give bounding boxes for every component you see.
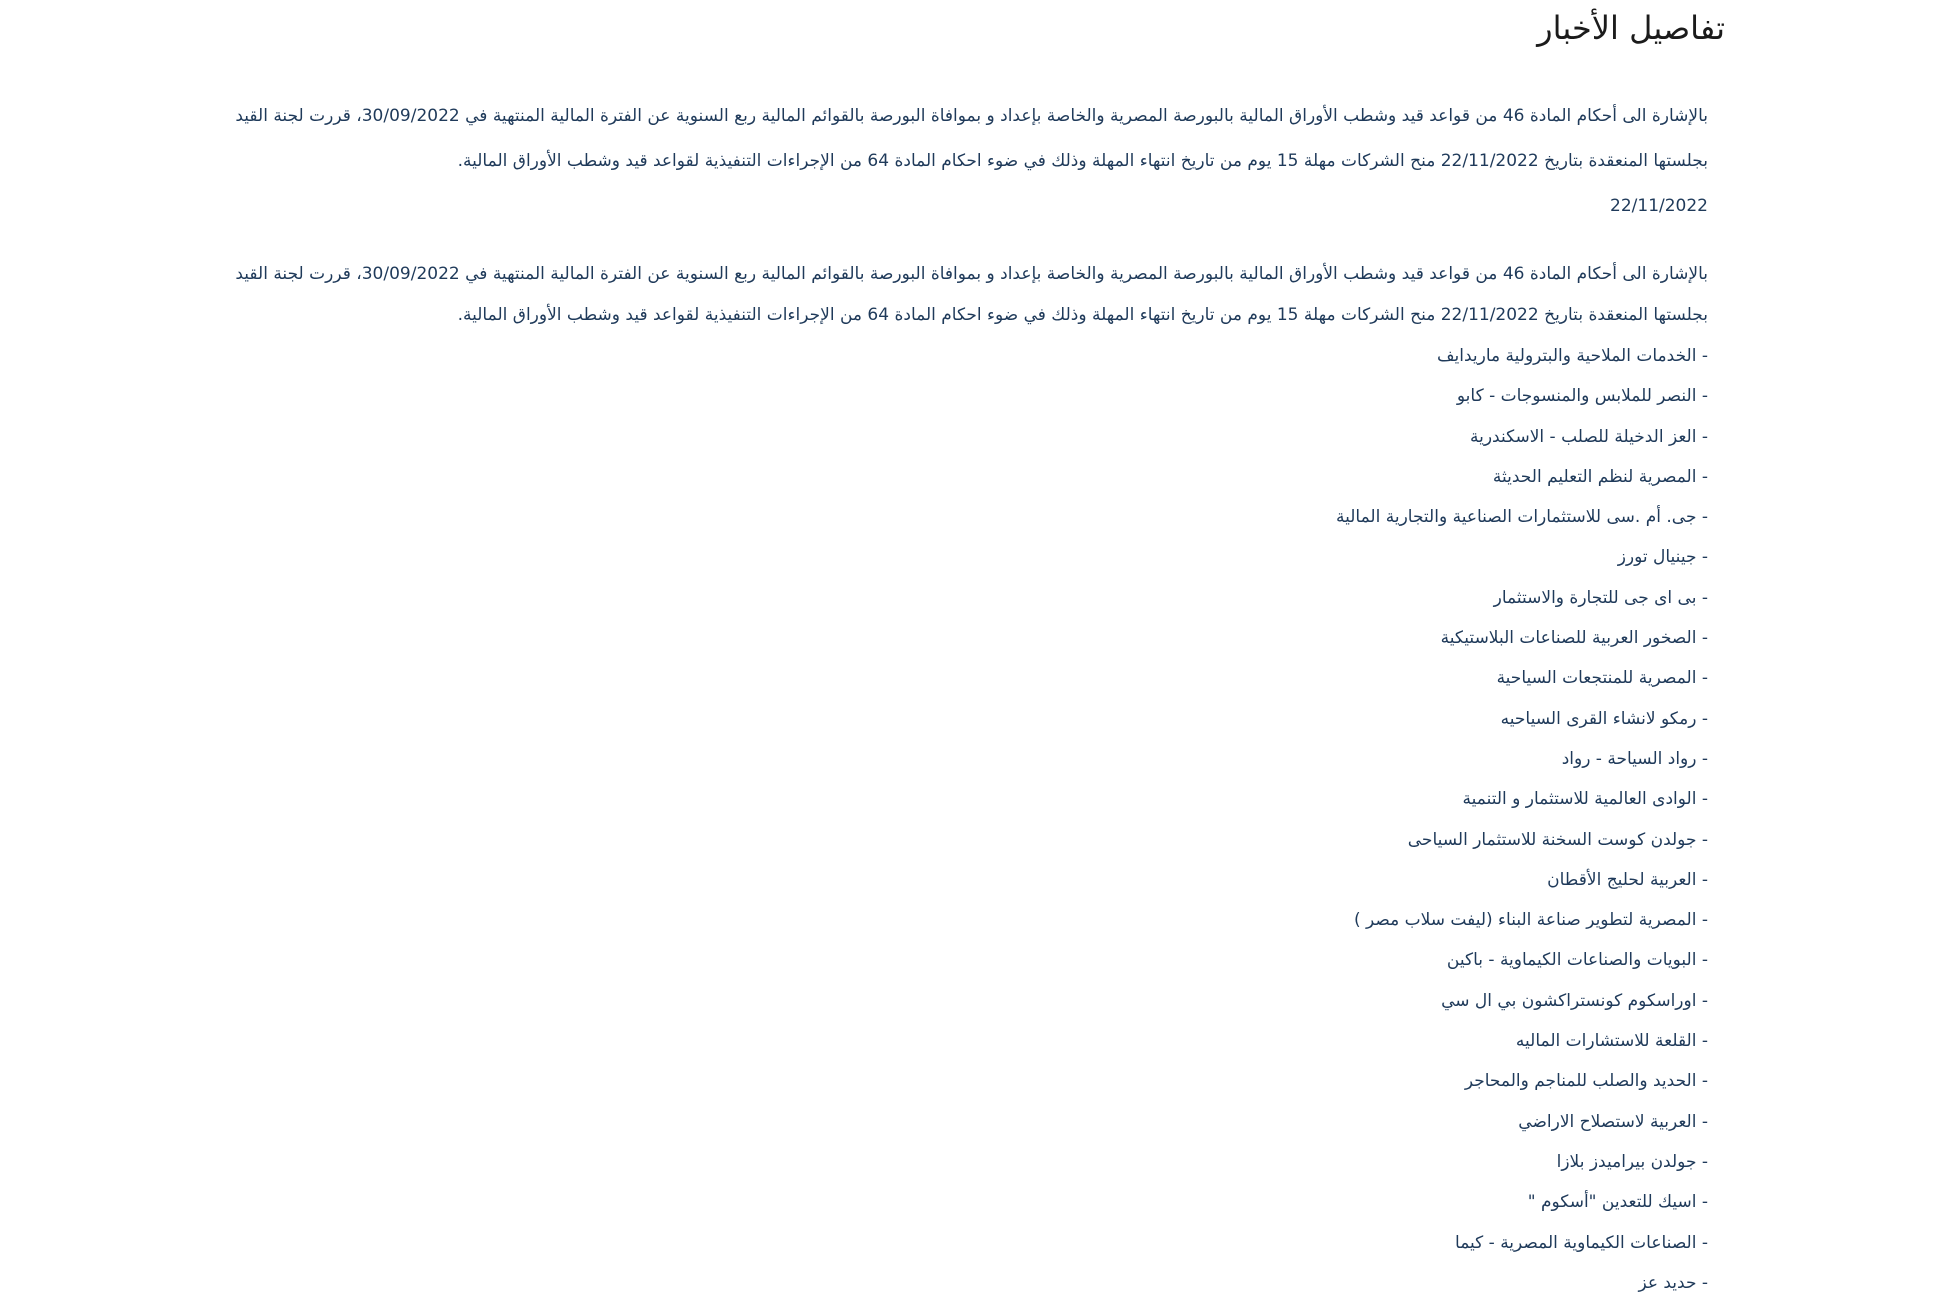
company-list-item: - حديد عز <box>1638 1272 1708 1293</box>
company-list-item: - جينيال تورز <box>1617 547 1708 568</box>
company-list <box>225 336 1708 1303</box>
company-list-item: - جولدن بيراميدز بلازا <box>1556 1151 1708 1172</box>
company-list-item: - الصناعات الكيماوية المصرية - كيما <box>1455 1232 1708 1253</box>
company-list-item: - المصرية لنظم التعليم الحديثة <box>1492 466 1708 487</box>
company-list-item: - رواد السياحة - رواد <box>1561 748 1708 769</box>
news-body <box>225 94 1725 1303</box>
company-list-item: - جولدن كوست السخنة للاستثمار السياحى <box>1407 829 1708 850</box>
company-list-item: - المصرية للمنتجعات السياحية <box>1496 668 1708 689</box>
company-list-item: - المصرية لتطوير صناعة البناء (ليفت سلاب مصر ) <box>1353 910 1708 931</box>
company-list-item: - العز الدخيلة للصلب - الاسكندرية <box>1469 426 1708 447</box>
company-list-item: - اوراسكوم كونستراكشون بي ال سي <box>1441 990 1708 1011</box>
page-title: تفاصيل الأخبار <box>1537 9 1725 47</box>
company-list-item: - جى. أم .سى للاستثمارات الصناعية والتجارية المالية <box>1335 507 1708 528</box>
news-details-container <box>225 0 1725 1303</box>
company-list-item: - الحديد والصلب للمناجم والمحاجر <box>1464 1071 1708 1092</box>
company-list-item: - البويات والصناعات الكيماوية - باكين <box>1446 950 1708 971</box>
company-list-item: - رمكو لانشاء القرى السياحيه <box>1500 708 1708 729</box>
news-date: 22/11/2022 <box>1610 196 1708 216</box>
company-list-item: - العربية لحليج الأقطان <box>1547 869 1708 890</box>
company-list-item: - الوادى العالمية للاستثمار و التنمية <box>1462 789 1708 810</box>
company-list-item: - الصخور العربية للصناعات البلاستيكية <box>1440 628 1708 649</box>
company-list-item: - الخدمات الملاحية والبترولية ماريدايف <box>1436 346 1708 366</box>
company-list-item: - بى اى جى للتجارة والاستثمار <box>1493 587 1708 608</box>
company-list-item: - النصر للملابس والمنسوجات - كابو <box>1456 386 1708 407</box>
company-list-item: - العربية لاستصلاح الاراضي <box>1518 1111 1708 1132</box>
company-list-item: - القلعة للاستشارات الماليه <box>1515 1031 1708 1052</box>
news-paragraph-2: بالإشارة الى أحكام المادة 46 من قواعد قيد وشطب الأوراق المالية بالبورصة المصرية والخاصة بإعداد و بموافاة البورصة بالقوائم المالية ربع السنوية عن الفترة المالية المنتهية في 30/09/2022، قررت لجنة القيد بجلستها المنعقدة بتاريخ 22/11/2022 منح الشركات مهلة 15 يوم من تاريخ انتهاء المهلة وذلك في ضوء احكام المادة 64 من الإجراءات التنفيذية لقواعد قيد وشطب الأوراق المالية. <box>235 264 1708 325</box>
company-list-item: - اسيك للتعدين "أسكوم " <box>1527 1192 1708 1213</box>
news-paragraph-1: بالإشارة الى أحكام المادة 46 من قواعد قيد وشطب الأوراق المالية بالبورصة المصرية والخاصة بإعداد و بموافاة البورصة بالقوائم المالية ربع السنوية عن الفترة المالية المنتهية في 30/09/2022، قررت لجنة القيد بجلستها المنعقدة بتاريخ 22/11/2022 منح الشركات مهلة 15 يوم من تاريخ انتهاء المهلة وذلك في ضوء احكام المادة 64 من الإجراءات التنفيذية لقواعد قيد وشطب الأوراق المالية. <box>235 106 1708 171</box>
